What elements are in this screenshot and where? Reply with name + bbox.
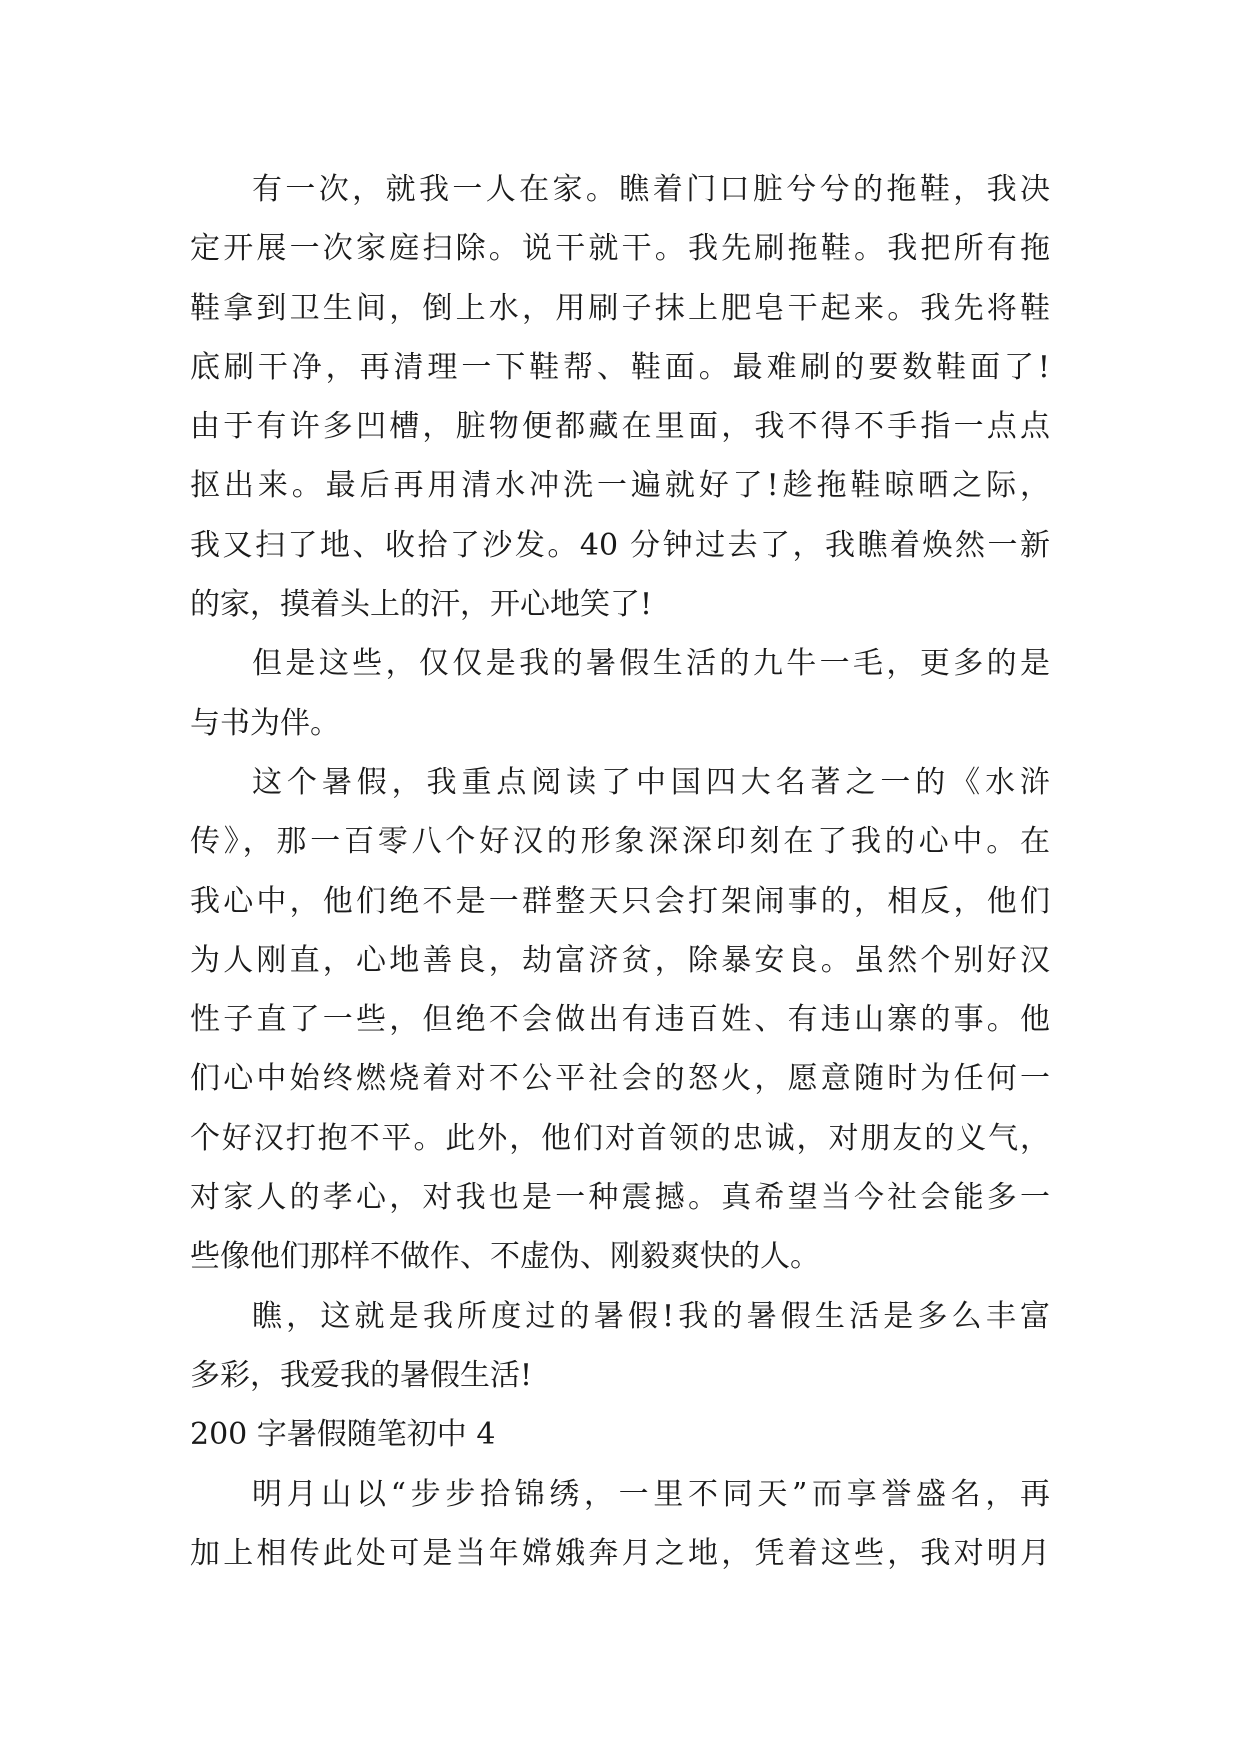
text-line: 底刷干净，再清理一下鞋帮、鞋面。最难刷的要数鞋面了! <box>190 349 1050 385</box>
text-line: 这个暑假，我重点阅读了中国四大名著之一的《水浒 <box>252 764 1050 800</box>
text-line: 个好汉打抱不平。此外，他们对首领的忠诚，对朋友的义气， <box>190 1120 1050 1156</box>
text-line: 加上相传此处可是当年嫦娥奔月之地，凭着这些，我对明月 <box>190 1535 1050 1571</box>
text-line: 我又扫了地、收拾了沙发。40 分钟过去了，我瞧着焕然一新 <box>190 527 1050 563</box>
text-line: 我心中，他们绝不是一群整天只会打架闹事的，相反，他们 <box>190 883 1050 919</box>
text-line: 对家人的孝心，对我也是一种震撼。真希望当今社会能多一 <box>190 1180 1050 1216</box>
text-line: 有一次，就我一人在家。瞧着门口脏兮兮的拖鞋，我决 <box>252 172 1050 207</box>
heading-text: 200 字暑假随笔初中 4 <box>190 1417 496 1453</box>
text-line: 定开展一次家庭扫除。说干就干。我先刷拖鞋。我把所有拖 <box>190 231 1050 267</box>
text-line: 明月山以“步步拾锦绣，一里不同天”而享誉盛名，再 <box>252 1476 1050 1512</box>
text-line: 由于有许多凹槽，脏物便都藏在里面，我不得不手指一点点 <box>190 409 1050 445</box>
text-line: 瞧，这就是我所度过的暑假!我的暑假生活是多么丰富 <box>252 1298 1050 1334</box>
text-line: 些像他们那样不做作、不虚伪、刚毅爽快的人。 <box>190 1239 820 1275</box>
text-line: 但是这些，仅仅是我的暑假生活的九牛一毛，更多的是 <box>252 646 1050 682</box>
text-line: 与书为伴。 <box>190 705 340 741</box>
paragraph <box>190 634 1050 753</box>
text-line: 多彩，我爱我的暑假生活! <box>190 1357 533 1393</box>
text-line: 抠出来。最后再用清水冲洗一遍就好了!趁拖鞋晾晒之际， <box>190 468 1050 504</box>
text-line: 传》，那一百零八个好汉的形象深深印刻在了我的心中。在 <box>190 824 1050 860</box>
document-body <box>190 160 1050 1583</box>
text-line: 的家，摸着头上的汗，开心地笑了! <box>190 587 653 623</box>
text-line: 鞋拿到卫生间，倒上水，用刷子抹上肥皂干起来。我先将鞋 <box>190 290 1050 326</box>
text-line: 性子直了一些，但绝不会做出有违百姓、有违山寨的事。他 <box>190 1002 1050 1038</box>
paragraph <box>190 1465 1050 1584</box>
paragraph <box>190 753 1050 1287</box>
paragraph <box>190 1287 1050 1406</box>
text-line: 为人刚直，心地善良，劫富济贫，除暴安良。虽然个别好汉 <box>190 942 1050 978</box>
section-heading <box>190 1405 1050 1464</box>
paragraph <box>190 160 1050 634</box>
text-line: 们心中始终燃烧着对不公平社会的怒火，愿意随时为任何一 <box>190 1061 1050 1097</box>
